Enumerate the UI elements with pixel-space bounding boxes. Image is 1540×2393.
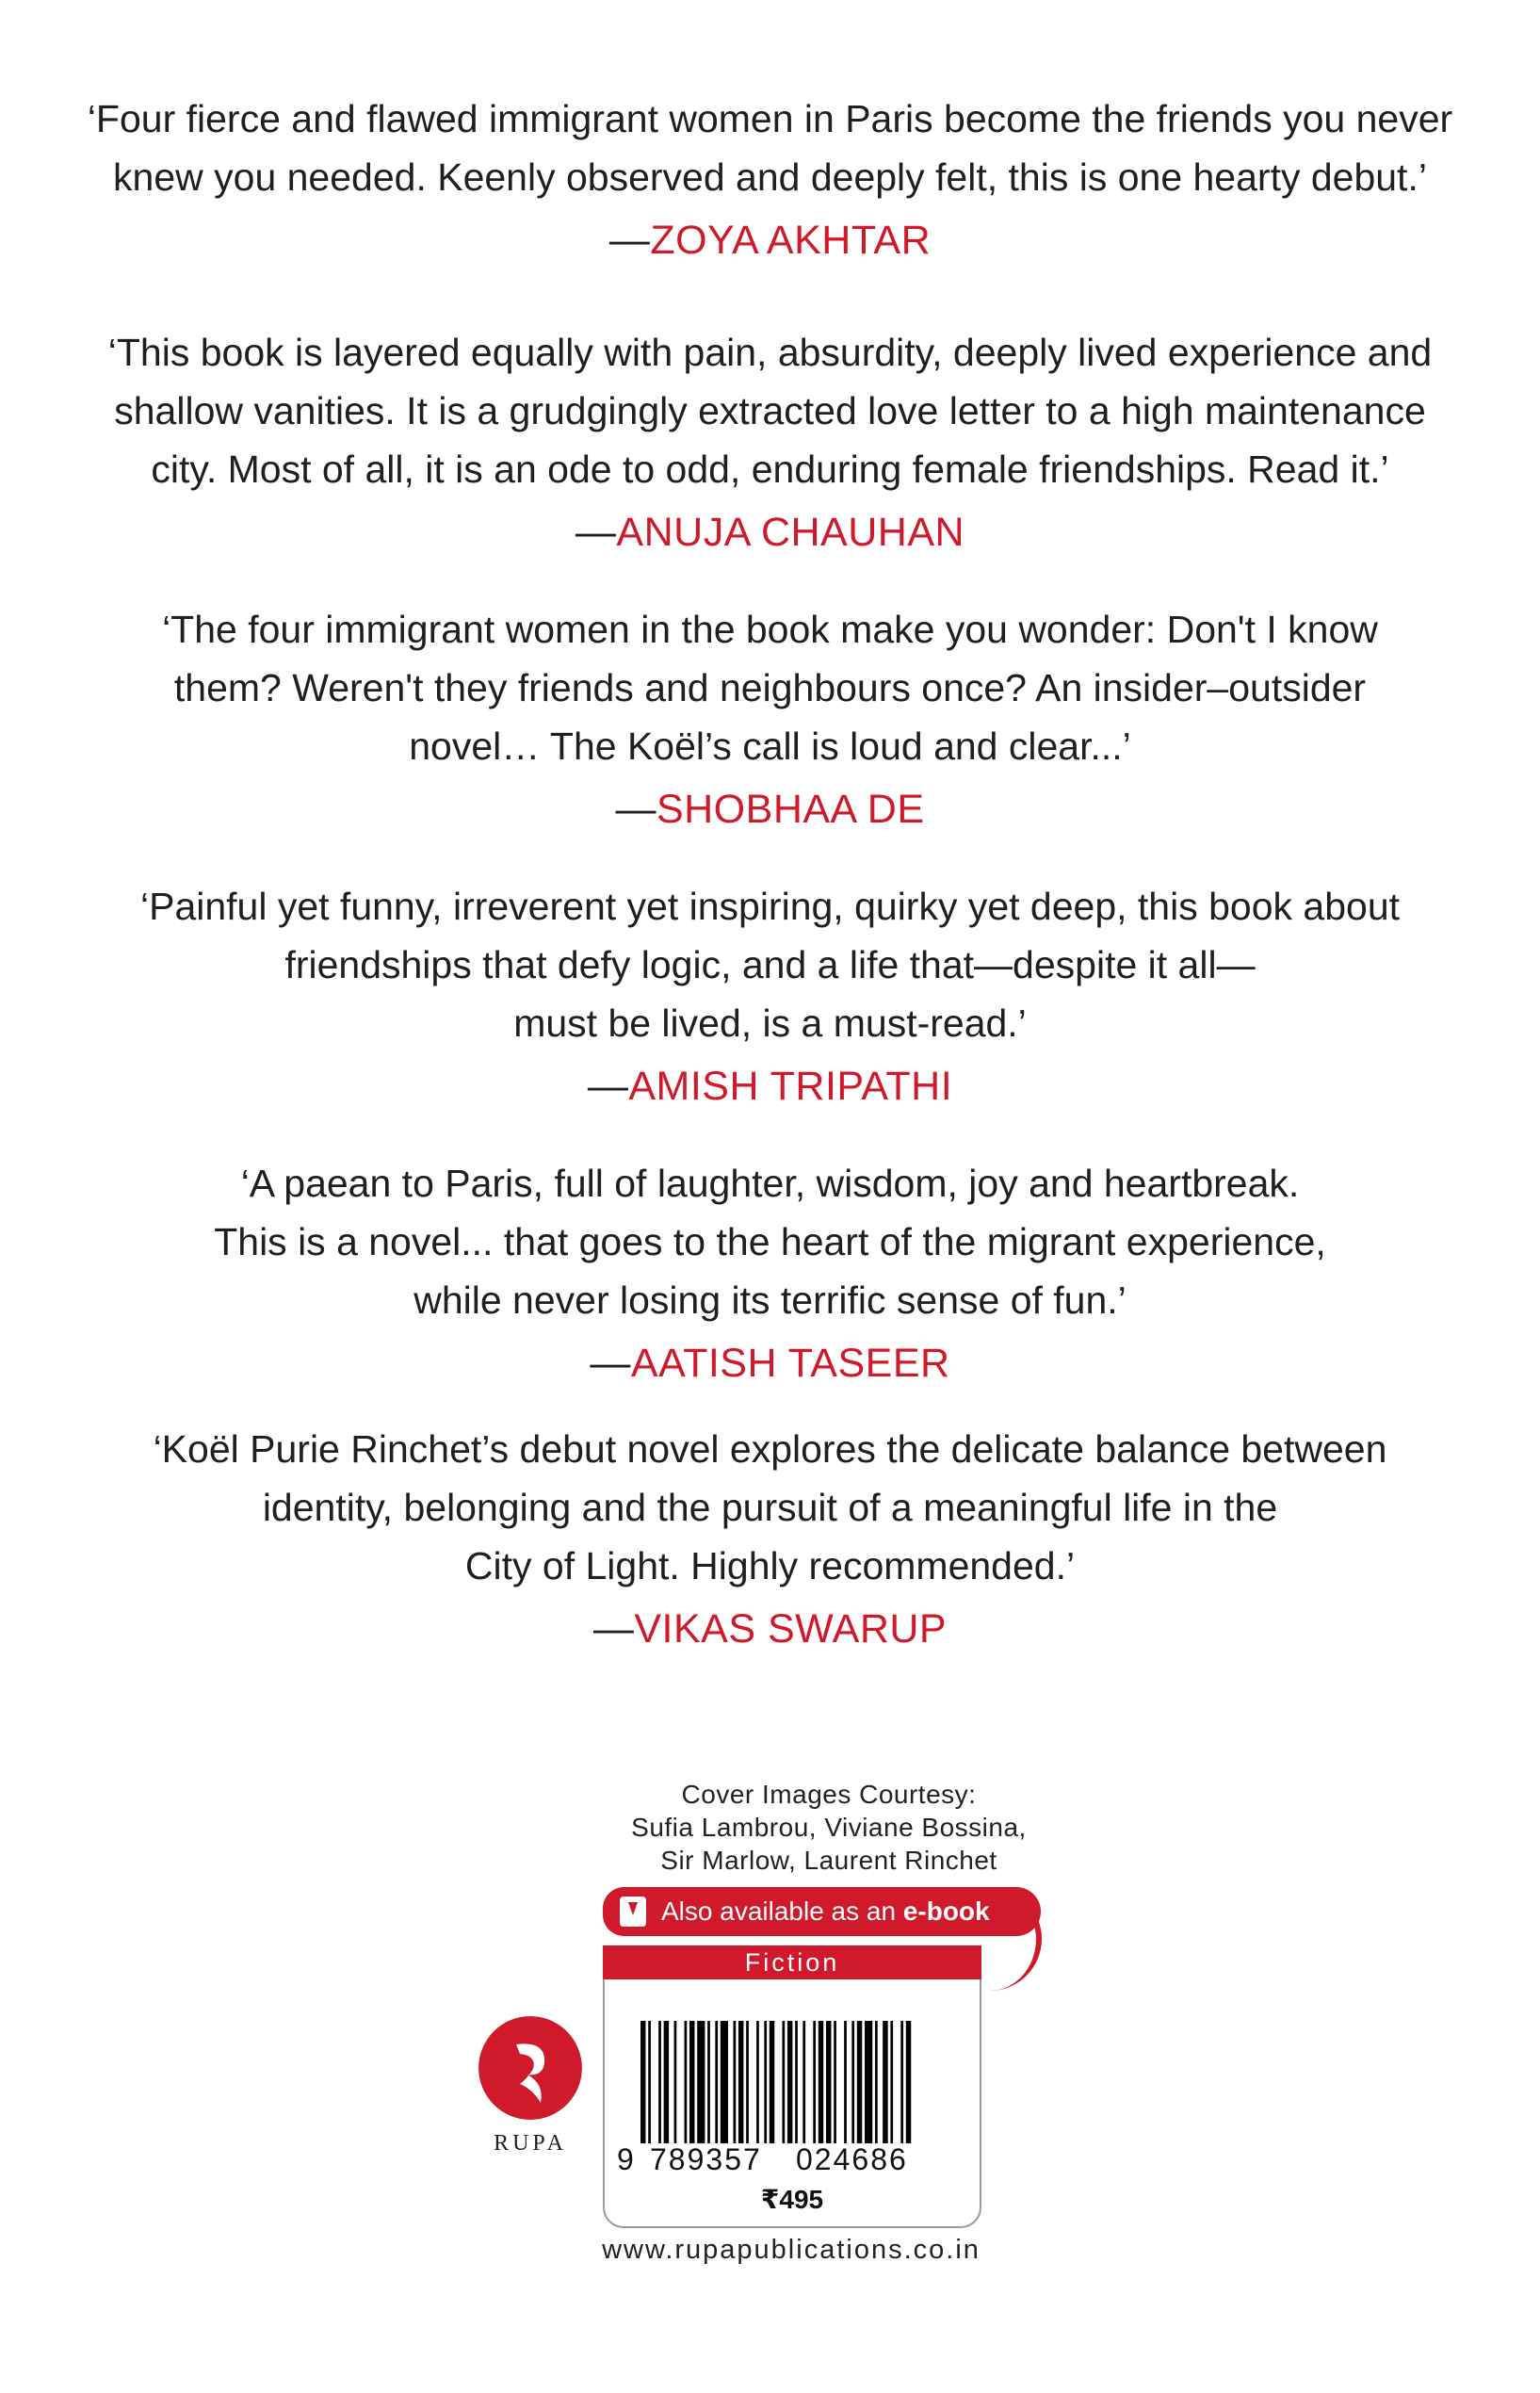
barcode-bar (819, 2021, 823, 2143)
barcode-bar (733, 2021, 736, 2143)
barcode-bar (865, 2021, 872, 2143)
quote-line: ‘A paean to Paris, full of laughter, wisdom, joy and heartbreak. (240, 1162, 1300, 1205)
credits-line: Sufia Lambrou, Viviane Bossina, (631, 1813, 1027, 1842)
blurb-author: —ZOYA AKHTAR (608, 218, 932, 263)
download-icon (620, 1896, 646, 1927)
quote-line: ‘Four fierce and flawed immigrant women in Paris become the friends you never (87, 97, 1453, 140)
barcode-bar (640, 2021, 645, 2143)
barcode-bar (875, 2021, 878, 2143)
credits-line: Sir Marlow, Laurent Rinchet (660, 1846, 997, 1875)
credits-heading: Cover Images Courtesy: (681, 1780, 977, 1809)
barcode-bar (664, 2021, 669, 2143)
price: ₹495 (760, 2185, 824, 2214)
ebook-prefix: Also available as an (661, 1896, 903, 1926)
barcode-bar (658, 2021, 661, 2143)
publisher-website[interactable]: www.rupapublications.co.in (602, 2235, 981, 2265)
barcode-bar (746, 2021, 749, 2143)
quote-line: ‘Koël Purie Rinchet’s debut novel explores the delicate balance between (153, 1427, 1387, 1471)
ebook-banner (603, 1887, 1041, 1936)
barcode-bar (707, 2021, 710, 2143)
barcode-bar (738, 2021, 743, 2143)
genre-label: Fiction (603, 1945, 981, 1979)
barcode-bar (674, 2021, 677, 2143)
quote-line: ‘This book is layered equally with pain, absurdity, deeply lived experience and (107, 331, 1433, 374)
blurb-zoya-akhtar (0, 90, 1540, 269)
blurb-author: —ANUJA CHAUHAN (575, 510, 965, 555)
barcode-bar (906, 2021, 911, 2143)
barcode-bar (900, 2021, 903, 2143)
quote-line: city. Most of all, it is an ode to odd, enduring female friendships. Read it.’ (151, 448, 1389, 491)
quote-line: novel… The Koël’s call is loud and clear...’ (409, 724, 1131, 768)
barcode-bar (883, 2021, 887, 2143)
barcode-bar (851, 2021, 854, 2143)
barcode-bar (795, 2021, 798, 2143)
blurb-author: —VIKAS SWARUP (592, 1606, 948, 1652)
blurb-anuja-chauhan (0, 323, 1540, 561)
quote-line: City of Light. Highly recommended.’ (464, 1544, 1076, 1587)
publisher-name: RUPA (494, 2131, 567, 2156)
quote-line: while never losing its terrific sense of fun.’ (413, 1278, 1127, 1322)
barcode-bar (756, 2021, 759, 2143)
barcode-bar (697, 2021, 705, 2143)
quote-line: ‘Painful yet funny, irreverent yet inspiring, quirky yet deep, this book about (139, 885, 1401, 928)
barcode-bar (764, 2021, 767, 2143)
quote-line: This is a novel... that goes to the heart of the migrant experience, (214, 1220, 1326, 1263)
blurb-author: —AATISH TASEER (590, 1341, 950, 1386)
quote-line: friendships that defy logic, and a life that—despite it all— (284, 943, 1256, 986)
barcode-bar (813, 2021, 816, 2143)
barcode-bar (826, 2021, 831, 2143)
quote-line: ‘The four immigrant women in the book make you wonder: Don't I know (162, 608, 1378, 651)
ebook-emphasis: e-book (902, 1896, 990, 1926)
isbn-lead: 9 (617, 2142, 636, 2176)
blurb-author: —SHOBHAA DE (615, 787, 925, 832)
blurb-author: —AMISH TRIPATHI (587, 1064, 953, 1109)
isbn-group-1: 789357 (650, 2142, 762, 2176)
barcode-bar (770, 2021, 774, 2143)
endorsements (0, 90, 1540, 1657)
barcode-bar (844, 2021, 847, 2143)
blurb-amish-tripathi (0, 877, 1540, 1115)
quote-line: shallow vanities. It is a grudgingly extracted love letter to a high maintenance (114, 389, 1426, 432)
isbn-barcode (640, 2021, 914, 2143)
barcode-bar (857, 2021, 862, 2143)
quote-line: knew you needed. Keenly observed and deeply felt, this is one hearty debut.’ (113, 155, 1427, 199)
rupa-logo-icon (478, 2016, 582, 2120)
quote-line: must be lived, is a must-read.’ (513, 1001, 1027, 1045)
barcode-bar (721, 2021, 728, 2143)
barcode-bar (834, 2021, 836, 2143)
blurb-aatish-taseer (0, 1154, 1540, 1392)
barcode-bar (782, 2021, 785, 2143)
cover-image-credits (603, 1778, 1055, 1877)
quote-line: them? Weren't they friends and neighbours once? An insider–outsider (173, 666, 1367, 709)
barcode-bar (685, 2021, 688, 2143)
blurb-vikas-swarup (0, 1420, 1540, 1657)
barcode-bar (787, 2021, 792, 2143)
barcode-bar (648, 2021, 651, 2143)
barcode-bar (890, 2021, 893, 2143)
barcode-bar (802, 2021, 805, 2143)
blurb-shobhaa-de (0, 600, 1540, 838)
barcode-bar (689, 2021, 694, 2143)
quote-line: identity, belonging and the pursuit of a meaningful life in the (262, 1486, 1278, 1529)
barcode-bar (715, 2021, 718, 2143)
isbn-group-2: 024686 (796, 2142, 908, 2176)
